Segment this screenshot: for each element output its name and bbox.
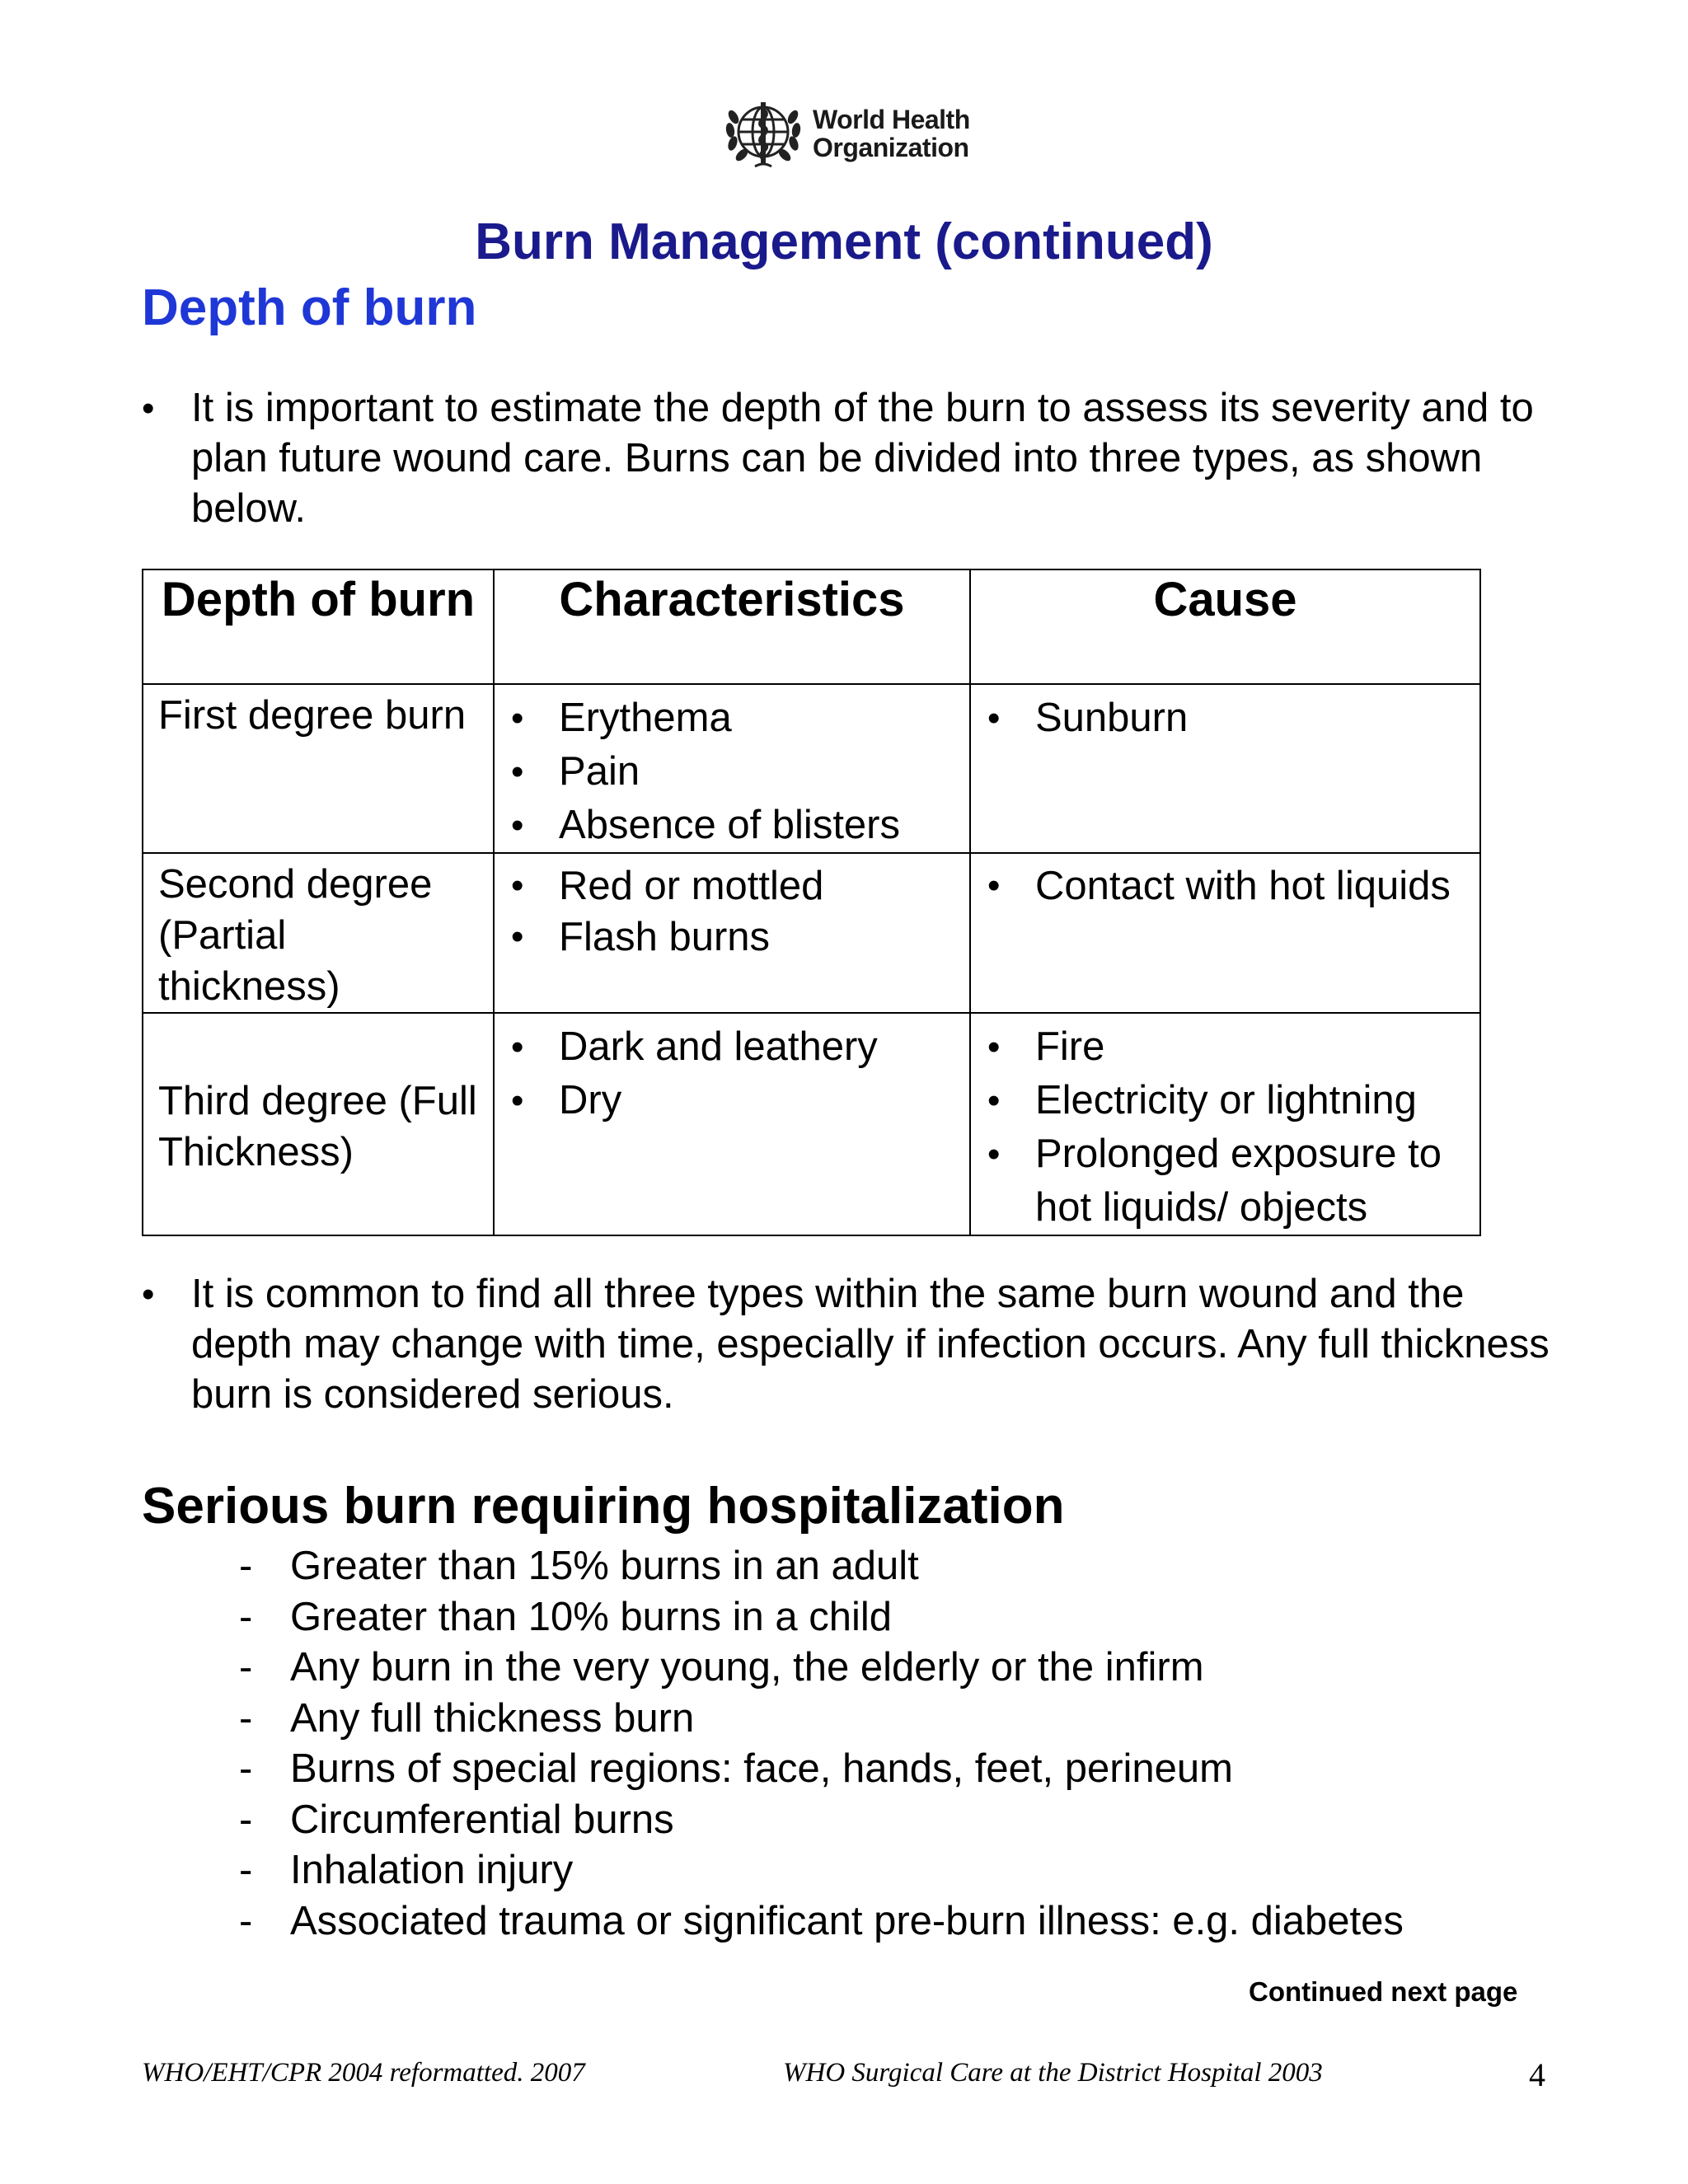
page-number: 4 xyxy=(1529,2056,1545,2093)
who-emblem-icon xyxy=(722,92,804,175)
table-header: Cause xyxy=(970,569,1480,684)
list-item: • Fire xyxy=(987,1020,1471,1074)
list-item: - Inhalation injury xyxy=(239,1845,1404,1896)
table-header: Depth of burn xyxy=(143,569,494,684)
list-item: • Red or mottled xyxy=(511,860,961,912)
who-logo xyxy=(722,92,970,175)
logo-line2: Organization xyxy=(813,133,969,162)
list-item: - Circumferential burns xyxy=(239,1795,1404,1846)
cause-cell xyxy=(970,853,1480,1013)
depth-cell xyxy=(143,684,494,853)
characteristics-cell xyxy=(494,853,970,1013)
depth-cell xyxy=(143,853,494,1013)
list-item: • Erythema xyxy=(511,691,961,745)
list-item: • Prolonged exposure to hot liquids/ objects xyxy=(987,1127,1471,1235)
note-text: It is common to find all three types within the same burn wound and the depth may change with time, especially if infection occurs. Any full thickness burn is considered serious. xyxy=(191,1272,1550,1417)
list-item: • Sunburn xyxy=(987,691,1471,745)
cause-cell xyxy=(970,684,1480,853)
depth-text: Second degree (Partial thickness) xyxy=(158,862,433,1009)
page-title: Burn Management (continued) xyxy=(475,213,1213,270)
table-row xyxy=(143,684,1480,853)
table-header: Characteristics xyxy=(494,569,970,684)
list-item: - Associated trauma or significant pre-burn illness: e.g. diabetes xyxy=(239,1896,1404,1947)
table-row xyxy=(143,853,1480,1013)
list-item: • Pain xyxy=(511,745,961,799)
depth-text: Third degree (Full Thickness) xyxy=(158,1079,477,1174)
characteristics-cell xyxy=(494,1013,970,1235)
cause-cell xyxy=(970,1013,1480,1235)
bullet-icon: • xyxy=(142,1274,155,1315)
hospitalization-criteria-list xyxy=(239,1541,1404,1947)
list-item: • Contact with hot liquids xyxy=(987,860,1471,912)
bullet-icon: • xyxy=(142,388,155,429)
footer-center: WHO Surgical Care at the District Hospital 2003 xyxy=(783,2058,1323,2088)
list-item: - Greater than 15% burns in an adult xyxy=(239,1541,1404,1592)
intro-paragraph xyxy=(142,383,1559,534)
list-item: • Absence of blisters xyxy=(511,799,961,852)
list-item: • Dark and leathery xyxy=(511,1020,961,1074)
list-item: - Any full thickness burn xyxy=(239,1694,1404,1745)
list-item: • Flash burns xyxy=(511,912,961,963)
section-title-depth: Depth of burn xyxy=(142,279,477,336)
list-item: • Electricity or lightning xyxy=(987,1074,1471,1127)
depth-text: First degree burn xyxy=(158,693,467,738)
list-item: • Dry xyxy=(511,1074,961,1127)
table-row xyxy=(143,1013,1480,1235)
list-item: - Burns of special regions: face, hands, feet, perineum xyxy=(239,1744,1404,1795)
footer-left: WHO/EHT/CPR 2004 reformatted. 2007 xyxy=(142,2058,585,2088)
intro-text: It is important to estimate the depth of the burn to assess its severity and to plan future wound care. Burns can be divided into three types, as shown below. xyxy=(191,386,1534,531)
list-item: - Greater than 10% burns in a child xyxy=(239,1592,1404,1643)
burn-depth-table xyxy=(142,569,1481,1236)
section-title-hospitalization: Serious burn requiring hospitalization xyxy=(142,1478,1065,1535)
table-header-row xyxy=(143,569,1480,684)
note-paragraph xyxy=(142,1269,1559,1420)
logo-line1: World Health xyxy=(813,105,970,134)
continued-note: Continued next page xyxy=(1249,1976,1518,2007)
list-item: - Any burn in the very young, the elderly or the infirm xyxy=(239,1643,1404,1694)
characteristics-cell xyxy=(494,684,970,853)
depth-cell xyxy=(143,1013,494,1235)
who-wordmark xyxy=(813,105,970,162)
